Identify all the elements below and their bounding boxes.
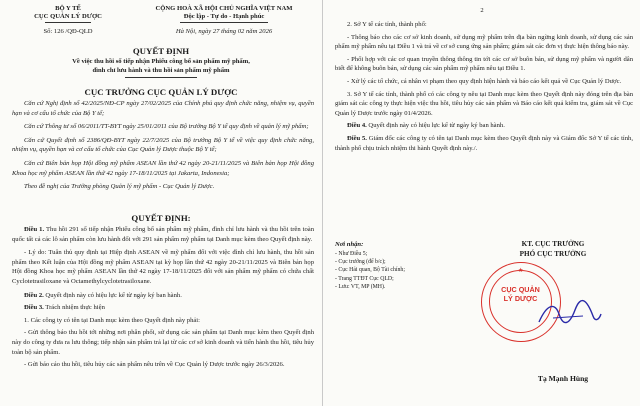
republic-name: CỘNG HOÀ XÃ HỘI CHỦ NGHĨA VIỆT NAM: [155, 5, 293, 12]
page-number: 2: [480, 7, 484, 14]
legal-basis-item: Căn cứ Biên bản họp Hội đồng mỹ phẩm ASEAN lần thứ 42 ngày 20-21/11/2025 và Biên bản họp Hội đồng Khoa học mỹ phẩm ASEAN lần thứ 42 ngày 17-18/11/2025 tại Jakarta, Indonesia;: [12, 159, 314, 177]
decision-title: QUYẾT ĐỊNH: [132, 46, 190, 56]
handwritten-signature: [535, 296, 605, 332]
article-5-text: Giám đốc các công ty có tên tại Danh mục kèm theo Quyết định này và Giám đốc Sở Y tế các tỉnh, thành phố chịu trách nhiệm thi hành Quyết định này./.: [335, 134, 634, 152]
article-4-text: Quyết định này có hiệu lực kể từ ngày ký ban hành.: [366, 122, 505, 130]
article-3-item-2-sub-3: - Xử lý các tổ chức, cá nhân vi phạm theo quy định hiện hành và báo cáo kết quả về Cục Quản lý Dược.: [347, 77, 622, 85]
legal-basis-item: Căn cứ Quyết định số 2386/QĐ-BYT ngày 22/7/2025 của Bộ trưởng Bộ Y tế về việc quy định chức năng, nhiệm vụ, quyền hạn và cơ cấu tổ chức của Cục Quản lý Dược thuộc Bộ Y tế;: [12, 136, 314, 154]
article-1: [12, 225, 314, 244]
article-1-reason: - Lý do: Tuân thủ quy định tại Hiệp định ASEAN về mỹ phẩm đối với việc đình chỉ lưu hành, thu hồi sản phẩm theo Kết luận của Hội đồng mỹ phẩm ASEAN tại kỳ họp lần thứ 42 ngày 20-21/11/2025 và Biên bản họp Hội đồng Khoa học mỹ phẩm ASEAN lần thứ 42 ngày 17-18/11/2025 đối với sản phẩm mỹ phẩm có chứa chất Cyclotetrasiloxane và Octamethylcyclotetrasiloxane.: [12, 249, 314, 285]
recipient-item: - Lưu: VT, MP (MH).: [335, 284, 386, 291]
recipient-item: - Cục Hải quan, Bộ Tài chính;: [335, 267, 405, 274]
article-3: [12, 303, 314, 313]
header-underline-right: [180, 22, 268, 23]
department-name: CỤC QUẢN LÝ DƯỢC: [34, 13, 102, 20]
legal-basis-block: [12, 99, 314, 192]
article-2-label: Điều 2.: [24, 291, 44, 299]
recipient-item: - Cục trưởng (để b/c);: [335, 258, 386, 265]
article-1-text: Thu hồi 291 số tiếp nhận Phiếu công bố sản phẩm mỹ phẩm, đình chỉ lưu hành và thu hồi trên toàn quốc tất cả các lô sản phẩm còn lưu hành đối với 291 sản phẩm mỹ phẩm tại Danh mục kèm theo Quyết định này.: [12, 226, 314, 243]
document-page-2: [322, 0, 640, 406]
article-3-item-2: 2. Sở Y tế các tỉnh, thành phố:: [347, 21, 427, 28]
article-3-item-1-sub-1: - Gửi thông báo thu hồi tới những nơi phân phối, sử dụng các sản phẩm tại Danh mục kèm theo Quyết định này do công ty đưa ra lưu thông; tiếp nhận sản phẩm trả lại từ các cơ sở kinh doanh và tiến hành thu hồi, tiêu hủy toàn bộ sản phẩm.: [12, 329, 314, 356]
article-2-text: Quyết định này có hiệu lực kể từ ngày ký ban hành.: [43, 291, 182, 299]
sign-for: KT. CỤC TRƯỞNG: [521, 240, 585, 248]
article-3-item-2-sub-2: - Phối hợp với các cơ quan truyền thông thông tin tới các cơ sở buôn bán, sử dụng mỹ phẩm và người dân biết để không buôn bán, sử dụng các sản phẩm mỹ phẩm nêu tại Điều 1.: [335, 55, 633, 73]
decision-subject-line-1: Về việc thu hồi số tiếp nhận Phiếu công bố sản phẩm mỹ phẩm,: [72, 58, 250, 65]
article-5-label: Điều 5.: [347, 134, 367, 142]
article-3-label: Điều 3.: [24, 304, 44, 312]
legal-basis-item: Căn cứ Thông tư số 06/2011/TT-BYT ngày 25/01/2011 của Bộ trưởng Bộ Y tế quy định về quản lý mỹ phẩm;: [24, 123, 309, 131]
article-4-label: Điều 4.: [347, 122, 367, 130]
article-5: [335, 134, 633, 153]
legal-basis-item: Căn cứ Nghị định số 42/2025/NĐ-CP ngày 27/02/2025 của Chính phủ quy định chức năng, nhiệm vụ, quyền hạn và cơ cấu tổ chức của Bộ Y tế;: [12, 100, 314, 117]
article-3-item-1: 1. Các công ty có tên tại Danh mục kèm theo Quyết định này phải:: [24, 316, 200, 324]
article-3-text: Trách nhiệm thực hiện: [43, 304, 105, 312]
subject-underline: [125, 77, 197, 78]
decides-heading: QUYẾT ĐỊNH:: [131, 213, 191, 223]
sign-title: PHÓ CỤC TRƯỞNG: [519, 250, 587, 258]
article-3-item-3: 3. Sở Y tế các tỉnh, thành phố có các công ty nêu tại Danh mục kèm theo Quyết định này đóng trên địa bàn giám sát các công ty thực hiện việc thu hồi, tiêu hủy các sản phẩm và Báo cáo kết quả kiểm tra, giám sát về Cục Quản lý Dược trước ngày 01/4/2026.: [335, 90, 633, 117]
recipient-item: - Như Điều 5;: [335, 250, 368, 257]
seal-star-icon: ★: [518, 268, 524, 274]
article-3-item-2-sub-1: - Thông báo cho các cơ sở kinh doanh, sử dụng mỹ phẩm trên địa bàn ngừng kinh doanh, sử dụng các sản phẩm mỹ phẩm nêu tại Điều 1 và trả về cơ sở cung ứng sản phẩm; giám sát các đơn vị thực hiện thông báo này.: [335, 33, 633, 51]
recipients-heading: Nơi nhận:: [335, 241, 364, 248]
articles-block: [12, 225, 314, 370]
official-seal-text: CỤC QUẢN LÝ DƯỢC: [501, 285, 540, 303]
header-underline-left: [45, 22, 91, 23]
decision-subject-line-2: đình chỉ lưu hành và thu hồi sản phẩm mỹ phẩm: [92, 67, 230, 74]
page-2-body: [335, 20, 633, 153]
ministry-name: BỘ Y TẾ: [55, 5, 81, 12]
article-1-label: Điều 1.: [24, 226, 45, 233]
recipient-item: - Trang TTĐT Cục QLD;: [335, 275, 394, 282]
signer-name: Tạ Mạnh Hùng: [537, 374, 589, 383]
recipients-block: [335, 240, 475, 292]
director-heading: CỤC TRƯỞNG CỤC QUẢN LÝ DƯỢC: [84, 87, 238, 97]
article-4: [335, 121, 633, 131]
document-number: Số: 126 /QĐ-QLD: [43, 28, 93, 35]
place-date: Hà Nội, ngày 27 tháng 02 năm 2026: [175, 28, 273, 35]
national-motto: Độc lập - Tự do - Hạnh phúc: [183, 13, 265, 20]
article-3-item-1-sub-2: - Gửi báo cáo thu hồi, tiêu hủy các sản phẩm nêu trên về Cục Quản lý Dược trước ngày 26/3/2026.: [24, 361, 285, 369]
article-2: [12, 291, 314, 301]
legal-basis-item: Theo đề nghị của Trưởng phòng Quản lý mỹ phẩm - Cục Quản lý Dược.: [24, 183, 215, 191]
